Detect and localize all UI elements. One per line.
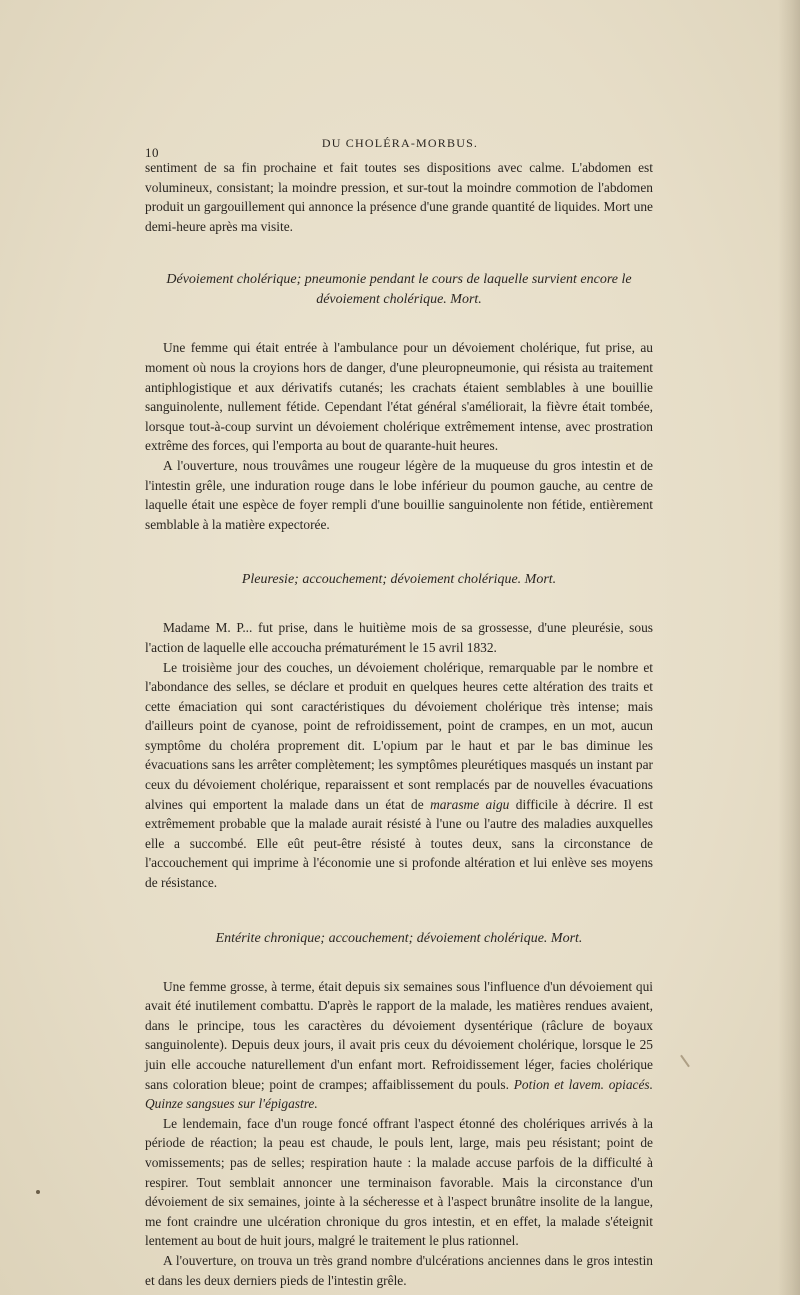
case-2-text-start: Le troisième jour des couches, un dévoiement cholérique, remarquable par le nombre et l'abondance des selles, se déclare et produit en quelques heures cette altération des traits et cette émaciation qui sont caractéristiques du dévoiement cholérique très intense; mais d'ailleurs point de cyanose, point de refroidissement, point de crampes, en un mot, aucun symptôme du choléra proprement dit. L'opium par le haut et par le bas diminue les évacuations sans les arrêter complètement; les symptômes pleurétiques masqués un instant par ceux du dévoiement cholérique, reparaissent et sont remplacés par de nouvelles évacuations alvines qui emportent la malade dans un état de [145,659,653,812]
case-3-paragraph-1 [145,977,653,1114]
case-2-paragraph-1: Madame M. P... fut prise, dans le huitième mois de sa grossesse, d'une pleurésie, sous l'action de laquelle elle accoucha prématurément le 15 avril 1832. [145,620,653,655]
case-1-paragraph-2: A l'ouverture, nous trouvâmes une rougeur légère de la muqueuse du gros intestin et de l'intestin grêle, une induration rouge dans le lobe inférieur du poumon gauche, au centre de laquelle était une espèce de foyer rempli d'une bouillie sanguinolente non fétide, entièrement semblable à la matière expectorée. [145,457,653,532]
running-title: DU CHOLÉRA-MORBUS. [321,136,479,150]
case-heading-1: Dévoiement cholérique; pneumonie pendant le cours de laquelle survient encore le dévoiement cholérique. Mort. [166,272,632,308]
page-gutter-shadow [778,0,800,1295]
paper-mark [680,1055,690,1068]
intro-paragraph: sentiment de sa fin prochaine et fait toutes ses dispositions avec calme. L'abdomen est volumineux, consistant; la moindre pression, et sur-tout la moindre commotion de l'abdomen produit un gargouillement qui annonce la présence d'une grande quantité de liquides. Mort une demi-heure après ma visite. [145,160,653,234]
case-3-prescription: Potion et lavem. opiacés. Quinze sangsues sur l'épigastre. [145,1076,653,1112]
case-2-text-end: difficile à décrire. Il est extrêmement probable que la malade aurait résisté à l'une ou l'autre des maladies auxquelles elle a succombé. Elle eût peut-être résisté à toutes deux, sans la circonstance de l'accouchement qui imprime à l'économie une si profonde altération et lui enlève ses moyens de résistance. [145,796,653,891]
case-1-paragraph-1: Une femme qui était entrée à l'ambulance pour un dévoiement cholérique, fut prise, au moment où nous la croyions hors de danger, d'une pleuropneumonie, qui résista au traitement antiphlogistique et aux dérivatifs cutanés; les crachats étaient semblables à une bouillie sanguinolente, nullement fétide. Cependant l'état général s'améliorait, la fièvre était tombée, lorsque tout-à-coup survint un dévoiement cholérique extrêmement intense, avec prostration extrême des forces, qui l'emporta au bout de quarante-huit heures. [145,340,653,454]
case-3-paragraph-3: A l'ouverture, on trouva un très grand nombre d'ulcérations anciennes dans le gros intestin et dans les deux derniers pieds de l'intestin grêle. [145,1252,653,1288]
case-heading-3: Entérite chronique; accouchement; dévoiement cholérique. Mort. [215,930,583,946]
case-3-paragraph-2: Le lendemain, face d'un rouge foncé offrant l'aspect étonné des cholériques arrivés à la période de réaction; la peau est chaude, le pouls lent, large, mais peu résistant; point de vomissements; pas de selles; respiration haute : la malade accuse parfois de la difficulté à respirer. Tout semblait annoncer une terminaison favorable. Mais la circonstance d'un dévoiement de six semaines, jointe à la sécheresse et à l'aspect brunâtre insolite de la langue, me font craindre une ulcération chronique du gros intestin, et en effet, la malade s'éteignit lentement au bout de huit jours, malgré le traitement le plus rationnel. [145,1115,653,1249]
case-heading-2: Pleuresie; accouchement; dévoiement cholérique. Mort. [241,572,557,588]
case-2-paragraph-2 [145,658,653,893]
page-number: 10 [145,145,159,160]
case-2-italic-term: marasme aigu [430,796,510,812]
ink-spot [36,1190,40,1194]
page-body [145,158,653,1290]
case-3-text: Une femme grosse, à terme, était depuis six semaines sous l'influence d'un dévoiement qui avait été inutilement combattu. D'après le rapport de la malade, les matières rendues avaient, dans le principe, tous les caractères du dévoiement dysentérique (râclure de boyaux sanguinolente). Depuis deux jours, il avait pris ceux du dévoiement cholérique, lorsque le 25 juin elle accouche naturellement d'un enfant mort. Refroidissement léger, facies cholérique sans coloration bleue; point de crampes; affaiblissement du pouls. [145,978,653,1092]
